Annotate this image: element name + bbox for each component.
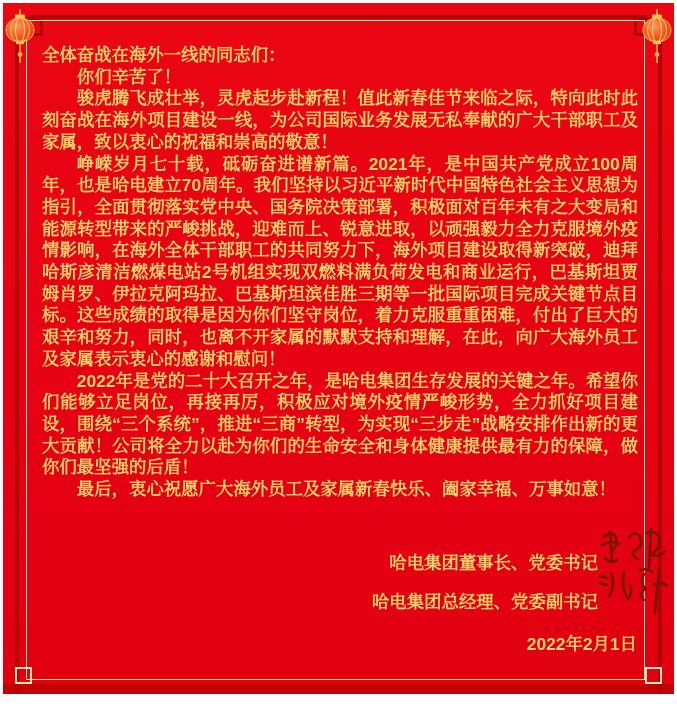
letter-paragraph: 最后，衷心祝愿广大海外员工及家属新春快乐、阖家幸福、万事如意！ [76, 479, 616, 500]
corner-knot-bottom-right [645, 667, 662, 684]
signature-title-chairman: 哈电集团董事长、党委书记 [389, 553, 598, 573]
frame-top-line [30, 15, 647, 19]
handwritten-signature-chairman [599, 525, 667, 573]
letter-paragraph: 骏虎腾飞成壮举，灵虎起步赴新程！值此新春佳节来临之际，特向此时此刻奋战在海外项目建设一线，为公司国际业务发展无私奉献的广大干部职工及家属，致以衷心的祝福和崇高的敬意！ [42, 88, 638, 152]
bottom-dark-band [3, 684, 674, 694]
handwritten-signature-general-manager [596, 567, 670, 619]
lantern-icon [639, 8, 675, 64]
letter-paragraph: 2022年是党的二十大召开之年，是哈电集团生存发展的关键之年。希望你们能够立足岗位，再接再厉，积极应对境外疫情严峻形势，全力抓好项目建设，围绕“三个系统”，推进“三商”转型，为实现“三步走”战略安排作出新的更大贡献！公司将全力以赴为你们的生命安全和身体健康提供最有力的保障，做你们最坚强的后盾！ [42, 370, 638, 478]
corner-knot-bottom-left [15, 667, 32, 684]
letter-salutation: 全体奋战在海外一线的同志们： [42, 45, 286, 65]
signature-title-general-manager: 哈电集团总经理、党委副书记 [371, 592, 598, 612]
letter-paragraph: 你们辛苦了！ [76, 66, 182, 87]
letter-paragraph: 峥嵘岁月七十载，砥砺奋进谱新篇。2021年，是中国共产党成立100周年，也是哈电建立70周年。我们坚持以习近平新时代中国特色社会主义思想为指引，全面贯彻落实党中央、国务院决策部署，积极面对百年未有之大变局和能源转型带来的严峻挑战，迎难而上、锐意进取，以顽强毅力全力克服境外疫情影响，在海外全体干部职工的共同努力下，海外项目建设取得新突破，迪拜哈斯彦清洁燃煤电站2号机组实现双燃料满负荷发电和商业运行，巴基斯坦贾姆肖罗、伊拉克阿玛拉、巴基斯坦滨佳胜三期等一批国际项目完成关键节点目标。这些成绩的取得是因为你们坚守岗位，着力克服重重困难，付出了巨大的艰辛和努力，同时，也离不开家属的默默支持和理解，在此，向广大海外员工及家属表示衷心的感谢和慰问！ [42, 153, 638, 369]
lantern-icon [2, 8, 38, 64]
letter-date: 2022年2月1日 [526, 634, 637, 654]
letter-body [42, 45, 638, 501]
frame-left-line [15, 26, 19, 694]
